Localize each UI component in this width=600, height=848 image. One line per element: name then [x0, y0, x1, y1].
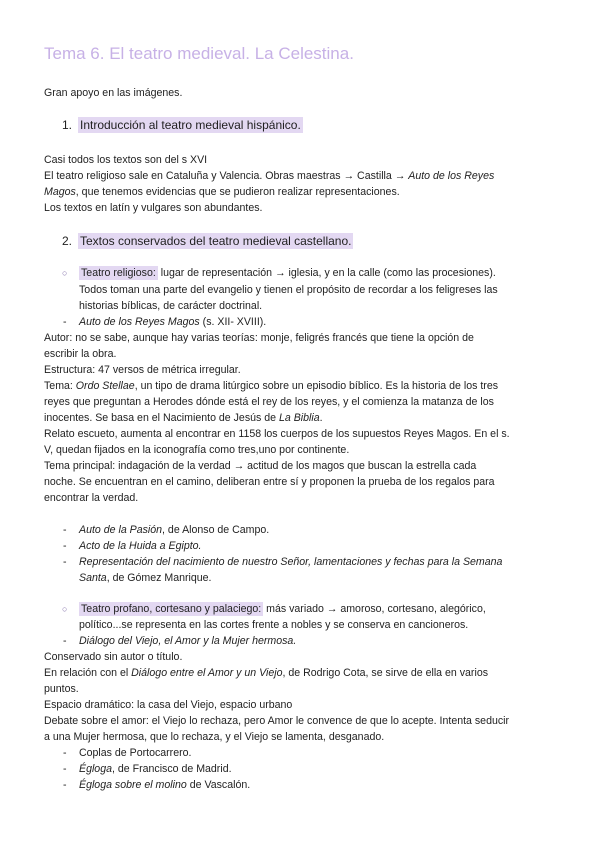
dash-bullet: -: [63, 316, 67, 328]
tema-line-3: inocentes. Se basa en el Nacimiento de Jesús de La Biblia.: [44, 412, 323, 424]
obra-item-1: Auto de la Pasión, de Alonso de Campo.: [79, 524, 270, 536]
circle-bullet-icon: ○: [62, 604, 68, 614]
egloga-item-2: Égloga sobre el molino de Vascalón.: [79, 779, 251, 791]
conservado-line: Conservado sin autor o título.: [44, 651, 183, 663]
circle-bullet-icon: ○: [62, 268, 68, 278]
page-title: Tema 6. El teatro medieval. La Celestina.: [44, 44, 354, 63]
section-1-heading: [62, 116, 303, 134]
relato-line-2: V, quedan fijados en la iconografía como tres,uno por continente.: [44, 444, 350, 456]
s1-line-3: Magos, que tenemos evidencias que se pudieron realizar representaciones.: [44, 186, 400, 198]
obra-item-2: Acto de la Huida a Egipto.: [79, 540, 202, 552]
section-heading-text: Textos conservados del teatro medieval castellano.: [80, 234, 352, 248]
obra-item-3-line-1: Representación del nacimiento de nuestro Señor, lamentaciones y fechas para la Semana: [79, 556, 503, 568]
religioso-line-1: Teatro religioso: lugar de representación → iglesia, y en la calle (como las procesiones).: [81, 267, 496, 279]
estructura-line: Estructura: 47 versos de métrica irregular.: [44, 364, 241, 376]
debate-line-1: Debate sobre el amor: el Viejo lo rechaza, pero Amor le convence de que lo acepte. Intenta seducir: [44, 715, 510, 727]
dash-bullet: -: [63, 779, 67, 791]
dash-bullet: -: [63, 635, 67, 647]
debate-line-2: a una Mujer hermosa, que lo rechaza, y el Viejo se lamenta, desganado.: [44, 731, 385, 743]
egloga-item-1: Égloga, de Francisco de Madrid.: [79, 763, 232, 775]
tema-line-2: reyes que preguntan a Herodes dónde está el rey de los reyes, y el comienza la matanza de los: [44, 396, 494, 408]
section-heading-text: Introducción al teatro medieval hispánico.: [80, 118, 301, 132]
auto-reyes-magos-item: Auto de los Reyes Magos (s. XII- XVIII).: [79, 316, 267, 328]
section-2-heading: [62, 232, 353, 250]
dash-bullet: -: [63, 556, 67, 568]
espacio-line: Espacio dramático: la casa del Viejo, espacio urbano: [44, 699, 293, 711]
profano-line-2: político...se representa en las cortes frente a nobles y se conserva en cancioneros.: [79, 619, 469, 631]
tema-principal-line-3: encontrar la verdad.: [44, 492, 139, 504]
s1-line-1: Casi todos los textos son del s XVI: [44, 154, 208, 166]
tema-principal-line-1: Tema principal: indagación de la verdad → actitud de los magos que buscan la estrella cada: [44, 460, 477, 472]
religioso-line-2: Todos toman una parte del evangelio y tienen el propósito de recordar a los feligreses las: [79, 284, 498, 296]
relacion-line-2: puntos.: [44, 683, 79, 695]
section-number: 2.: [62, 234, 73, 248]
section-number: 1.: [62, 118, 73, 132]
tema-principal-line-2: noche. Se encuentran en el camino, deliberan entre sí y proponen la prueba de los regalos para: [44, 476, 495, 488]
dash-bullet: -: [63, 763, 67, 775]
relato-line-1: Relato escueto, aumenta al encontrar en 1158 los cuerpos de los supuestos Reyes Magos. En el s.: [44, 428, 510, 440]
dash-bullet: -: [63, 540, 67, 552]
dash-bullet: -: [63, 524, 67, 536]
intro-text: Gran apoyo en las imágenes.: [44, 87, 183, 99]
s1-line-2: El teatro religioso sale en Cataluña y Valencia. Obras maestras → Castilla → Auto de los Reyes: [44, 170, 495, 182]
obra-item-3-line-2: Santa, de Gómez Manrique.: [79, 572, 212, 584]
religioso-line-3: historias bíblicas, de carácter doctrinal.: [79, 300, 263, 312]
tema-line-1: Tema: Ordo Stellae, un tipo de drama litúrgico sobre un episodio bíblico. Es la historia de los tres: [44, 380, 499, 392]
coplas-item: Coplas de Portocarrero.: [79, 747, 192, 759]
dash-bullet: -: [63, 747, 67, 759]
dialogo-item: Diálogo del Viejo, el Amor y la Mujer hermosa.: [79, 635, 297, 647]
s1-line-4: Los textos en latín y vulgares son abundantes.: [44, 202, 263, 214]
autor-line-2: escribir la obra.: [44, 348, 117, 360]
relacion-line-1: En relación con el Diálogo entre el Amor y un Viejo, de Rodrigo Cota, se sirve de ella en varios: [44, 667, 489, 679]
autor-line-1: Autor: no se sabe, aunque hay varias teorías: monje, feligrés francés que tiene la opción de: [44, 332, 474, 344]
profano-line-1: Teatro profano, cortesano y palaciego: más variado → amoroso, cortesano, alegórico,: [81, 603, 486, 615]
